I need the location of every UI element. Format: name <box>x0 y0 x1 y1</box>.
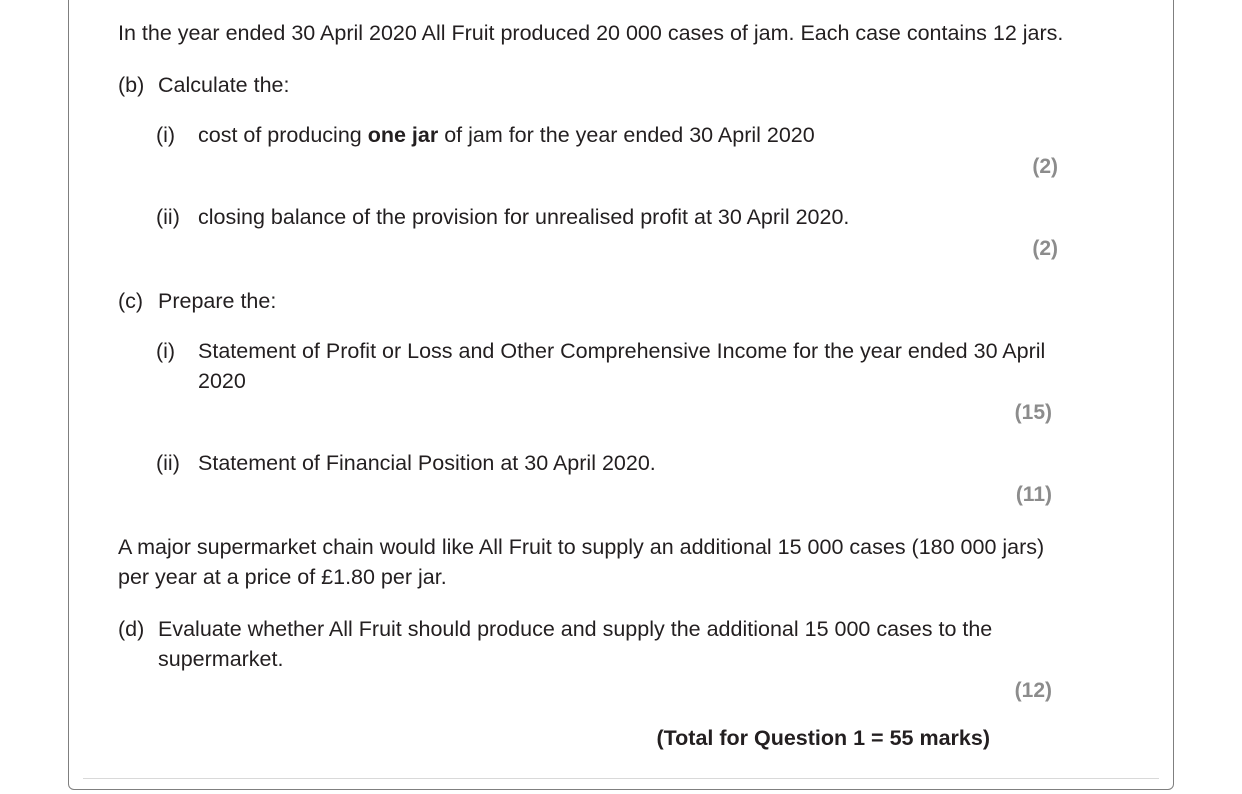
supermarket-paragraph-block <box>118 532 1078 592</box>
part-b-item-i-marks: (2) <box>1032 155 1058 178</box>
part-c-item-i <box>156 336 1078 428</box>
part-c-stem-row <box>118 286 1078 316</box>
part-c-item-ii-marks: (11) <box>1015 483 1052 506</box>
footer-rule <box>83 778 1159 779</box>
part-d-text: Evaluate whether All Fruit should produce and supply the additional 15 000 cases to the supermarket. <box>158 617 993 671</box>
part-b-stem-row <box>118 70 1078 100</box>
part-c <box>118 286 1078 510</box>
part-b-item-i-label: (i) <box>156 123 176 147</box>
part-b <box>118 70 1078 264</box>
part-d-label: (d) <box>118 617 145 641</box>
part-b-item-i-text <box>198 120 815 150</box>
part-c-item-ii <box>156 448 1078 510</box>
part-c-item-ii-label: (ii) <box>156 451 180 475</box>
part-c-item-ii-text: Statement of Financial Position at 30 April 2020. <box>198 451 656 475</box>
part-b-item-i-row <box>156 120 1078 150</box>
part-c-item-i-row <box>156 336 1078 396</box>
part-c-item-i-text: Statement of Profit or Loss and Other Comprehensive Income for the year ended 30 April 2020 <box>198 339 1046 393</box>
part-b-item-ii-marks: (2) <box>1032 237 1058 260</box>
part-b-item-ii <box>156 202 1078 264</box>
part-b-item-i-text-bold: one jar <box>367 123 439 147</box>
part-d-row <box>118 614 1078 674</box>
part-b-item-ii-row <box>156 202 1078 232</box>
part-b-stem: Calculate the: <box>158 73 290 97</box>
part-b-item-ii-label: (ii) <box>156 205 180 229</box>
part-d-marks: (12) <box>1014 679 1052 702</box>
part-b-item-i-text-before: cost of producing <box>198 123 368 147</box>
part-c-item-i-marks: (15) <box>1014 401 1052 424</box>
part-c-stem: Prepare the: <box>158 289 277 313</box>
supermarket-paragraph: A major supermarket chain would like All Fruit to supply an additional 15 000 cases (180 000 jars) per year at a price of £1.80 per jar. <box>118 535 1045 589</box>
part-b-item-i <box>156 120 1078 182</box>
part-b-item-i-text-after: of jam for the year ended 30 April 2020 <box>438 123 815 147</box>
part-c-item-ii-row <box>156 448 1078 478</box>
part-b-item-ii-text: closing balance of the provision for unrealised profit at 30 April 2020. <box>198 205 850 229</box>
part-c-item-i-label: (i) <box>156 339 176 363</box>
intro-paragraph: In the year ended 30 April 2020 All Fruit produced 20 000 cases of jam. Each case contains 12 jars. <box>118 21 1064 45</box>
part-b-label: (b) <box>118 73 145 97</box>
question-content <box>118 18 1078 751</box>
part-c-label: (c) <box>118 289 144 313</box>
part-d <box>118 614 1078 706</box>
question-total: (Total for Question 1 = 55 marks) <box>656 726 990 750</box>
